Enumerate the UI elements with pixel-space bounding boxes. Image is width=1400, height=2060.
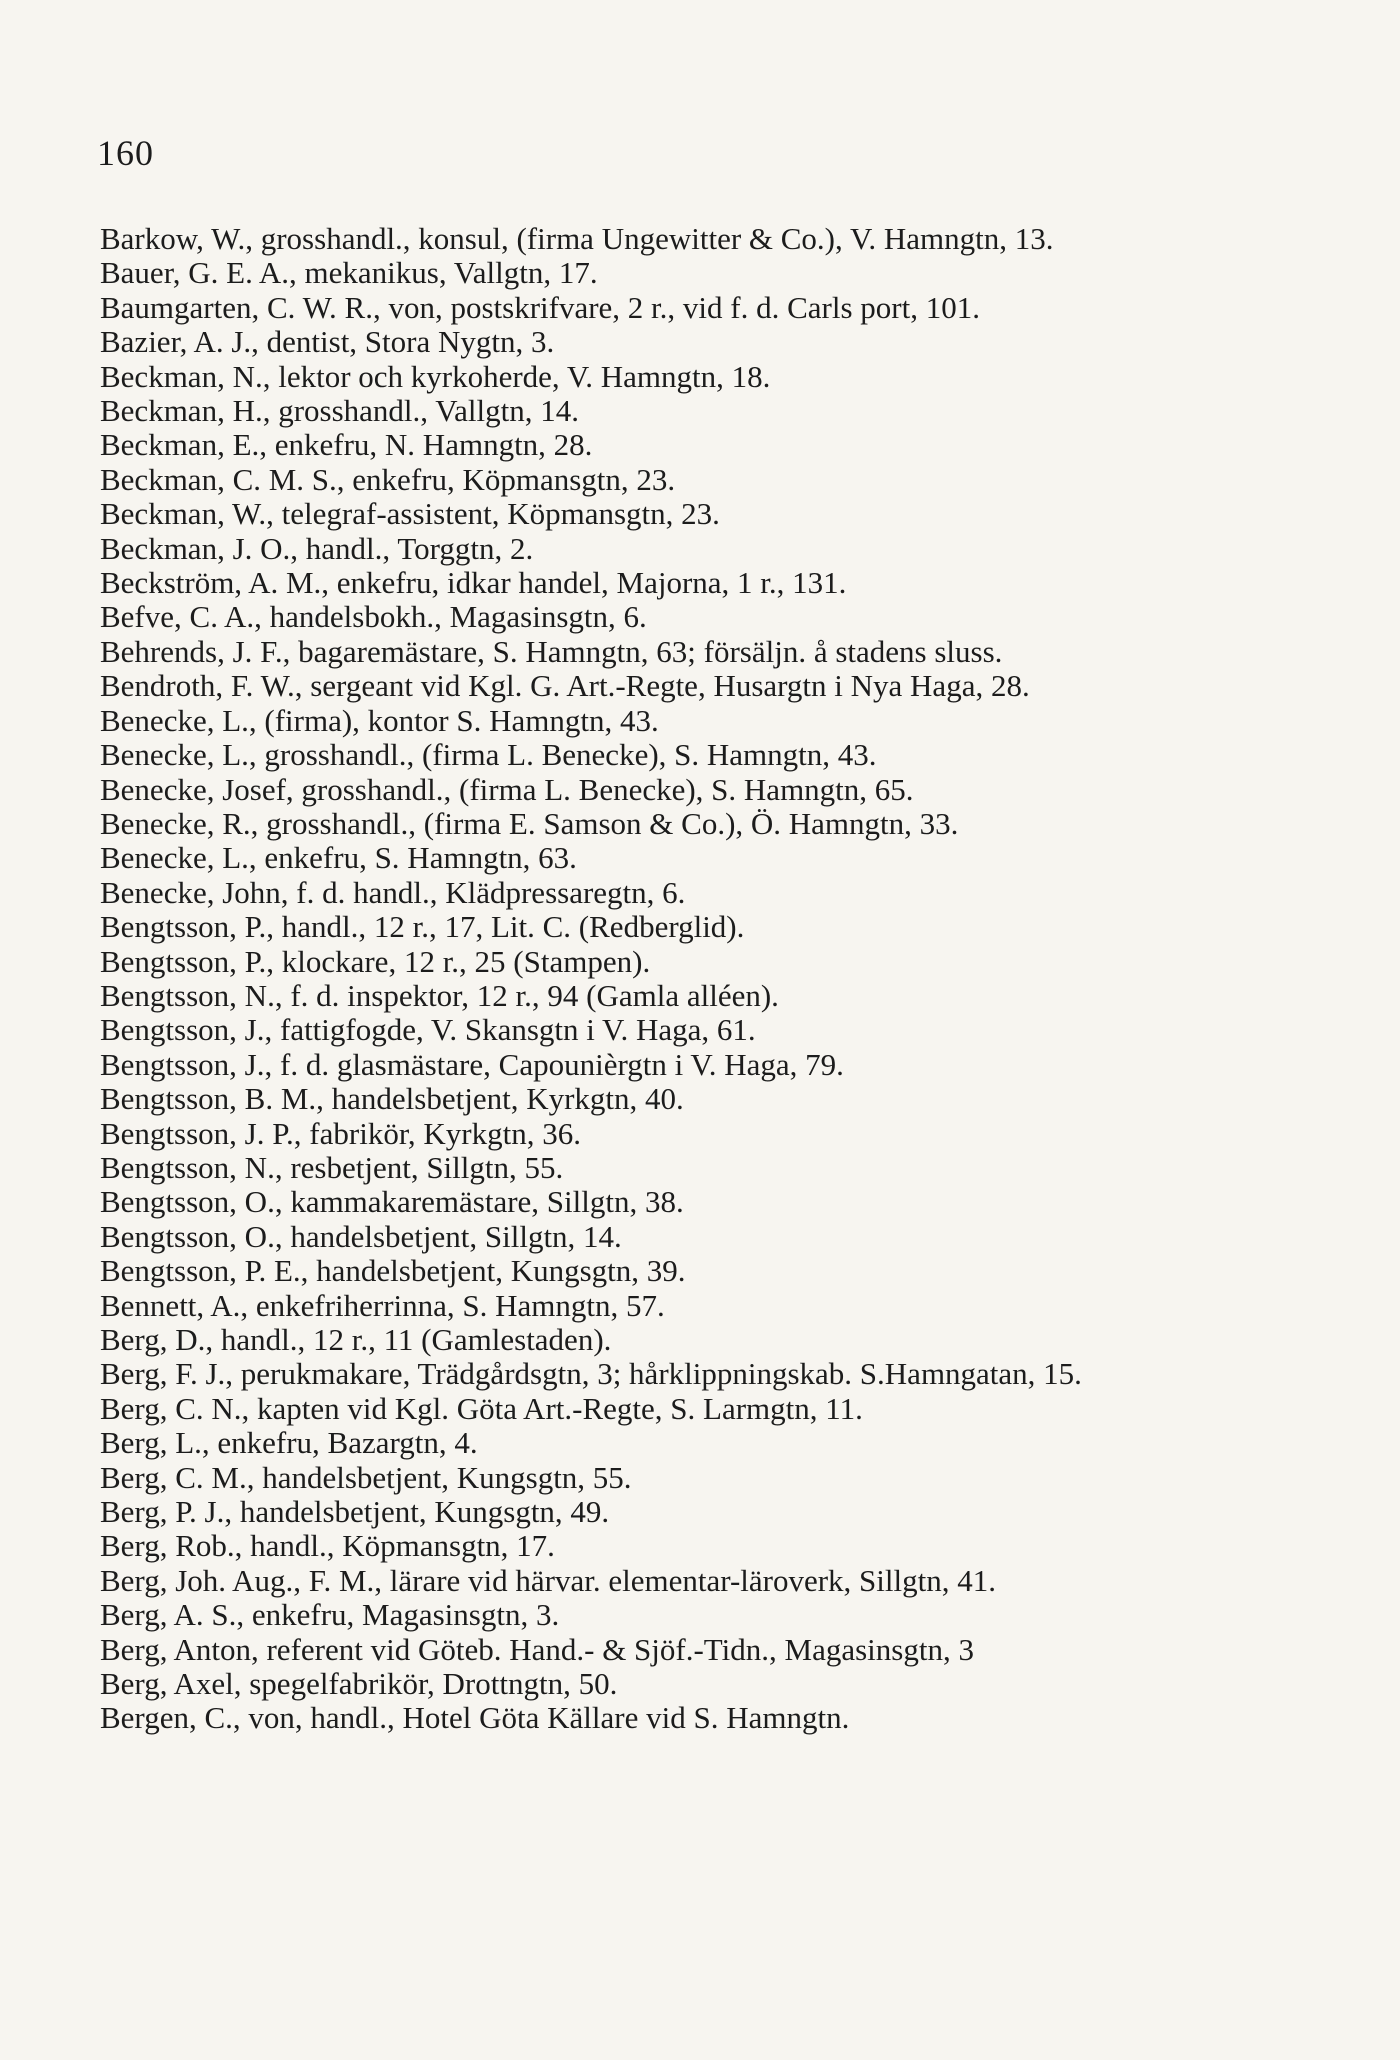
directory-entry: Bengtsson, O., kammakaremästare, Sillgtn, 38.: [100, 1184, 684, 1220]
directory-entry: Benecke, L., enkefru, S. Hamngtn, 63.: [100, 840, 577, 876]
directory-entry: Benecke, Josef, grosshandl., (firma L. Benecke), S. Hamngtn, 65.: [100, 771, 914, 807]
directory-entry: Berg, P. J., handelsbetjent, Kungsgtn, 49.: [100, 1494, 610, 1530]
directory-entry: Beckman, C. M. S., enkefru, Köpmansgtn, 23.: [100, 461, 676, 497]
directory-entry: Bengtsson, P., klockare, 12 r., 25 (Stampen).: [100, 943, 651, 979]
directory-entry: Bennett, A., enkefriherrinna, S. Hamngtn, 57.: [100, 1287, 665, 1323]
directory-entry: Bengtsson, J., f. d. glasmästare, Capounièrgtn i V. Haga, 79.: [100, 1046, 844, 1082]
directory-entry: Benecke, R., grosshandl., (firma E. Samson & Co.), Ö. Hamngtn, 33.: [100, 805, 959, 841]
directory-entry: Baumgarten, C. W. R., von, postskrifvare, 2 r., vid f. d. Carls port, 101.: [100, 289, 980, 325]
directory-entry: Beckman, W., telegraf-assistent, Köpmansgtn, 23.: [100, 496, 720, 532]
directory-entry: Beckman, E., enkefru, N. Hamngtn, 28.: [100, 427, 593, 463]
directory-entry: Berg, F. J., perukmakare, Trädgårdsgtn, 3; hårklippningskab. S.Hamngatan, 15.: [100, 1356, 1082, 1392]
directory-entry: Berg, Rob., handl., Köpmansgtn, 17.: [100, 1528, 555, 1564]
directory-entry: Befve, C. A., handelsbokh., Magasinsgtn, 6.: [100, 599, 647, 635]
directory-entry: Bengtsson, P., handl., 12 r., 17, Lit. C. (Redberglid).: [100, 909, 745, 945]
directory-entry: Bengtsson, N., f. d. inspektor, 12 r., 94 (Gamla alléen).: [100, 977, 779, 1013]
directory-entry: Bengtsson, B. M., handelsbetjent, Kyrkgtn, 40.: [100, 1081, 684, 1117]
directory-entry: Berg, Axel, spegelfabrikör, Drottngtn, 50.: [100, 1666, 618, 1702]
directory-entry: Bengtsson, J., fattigfogde, V. Skansgtn i V. Haga, 61.: [100, 1012, 756, 1048]
directory-entry: Benecke, L., (firma), kontor S. Hamngtn, 43.: [100, 702, 659, 738]
directory-entry: Bendroth, F. W., sergeant vid Kgl. G. Art.-Regte, Husargtn i Nya Haga, 28.: [100, 668, 1030, 704]
directory-entry: Bergen, C., von, handl., Hotel Göta Källare vid S. Hamngtn.: [100, 1700, 850, 1736]
directory-entry: Benecke, John, f. d. handl., Klädpressaregtn, 6.: [100, 874, 686, 910]
directory-entry: Berg, L., enkefru, Bazargtn, 4.: [100, 1425, 478, 1461]
directory-entry: Bengtsson, N., resbetjent, Sillgtn, 55.: [100, 1149, 564, 1185]
directory-entry: Berg, Joh. Aug., F. M., lärare vid härvar. elementar-läroverk, Sillgtn, 41.: [100, 1562, 996, 1598]
directory-entry: Berg, C. M., handelsbetjent, Kungsgtn, 55.: [100, 1459, 632, 1495]
directory-entry: Bengtsson, O., handelsbetjent, Sillgtn, 14.: [100, 1218, 622, 1254]
directory-entry: Berg, Anton, referent vid Göteb. Hand.- & Sjöf.-Tidn., Magasinsgtn, 3: [100, 1631, 974, 1667]
directory-entry: Behrends, J. F., bagaremästare, S. Hamngtn, 63; försäljn. å stadens sluss.: [100, 633, 1003, 669]
directory-entry: Bengtsson, P. E., handelsbetjent, Kungsgtn, 39.: [100, 1253, 686, 1289]
directory-entry: Barkow, W., grosshandl., konsul, (firma Ungewitter & Co.), V. Hamngtn, 13.: [100, 221, 1054, 256]
directory-entries: [100, 222, 1295, 1736]
directory-entry: Bauer, G. E. A., mekanikus, Vallgtn, 17.: [100, 255, 598, 291]
directory-entry: Berg, C. N., kapten vid Kgl. Göta Art.-Regte, S. Larmgtn, 11.: [100, 1390, 863, 1426]
directory-entry: Bazier, A. J., dentist, Stora Nygtn, 3.: [100, 324, 555, 360]
directory-entry: Berg, D., handl., 12 r., 11 (Gamlestaden).: [100, 1322, 612, 1357]
directory-entry: Beckman, N., lektor och kyrkoherde, V. Hamngtn, 18.: [100, 358, 771, 394]
directory-entry: Berg, A. S., enkefru, Magasinsgtn, 3.: [100, 1597, 560, 1633]
page-number: 160: [97, 133, 154, 173]
directory-entry: Bengtsson, J. P., fabrikör, Kyrkgtn, 36.: [100, 1115, 581, 1151]
directory-entry: Beckman, H., grosshandl., Vallgtn, 14.: [100, 393, 580, 429]
directory-entry: Benecke, L., grosshandl., (firma L. Benecke), S. Hamngtn, 43.: [100, 737, 877, 773]
directory-entry: Beckström, A. M., enkefru, idkar handel, Majorna, 1 r., 131.: [100, 565, 847, 601]
directory-entry: Beckman, J. O., handl., Torggtn, 2.: [100, 530, 534, 566]
